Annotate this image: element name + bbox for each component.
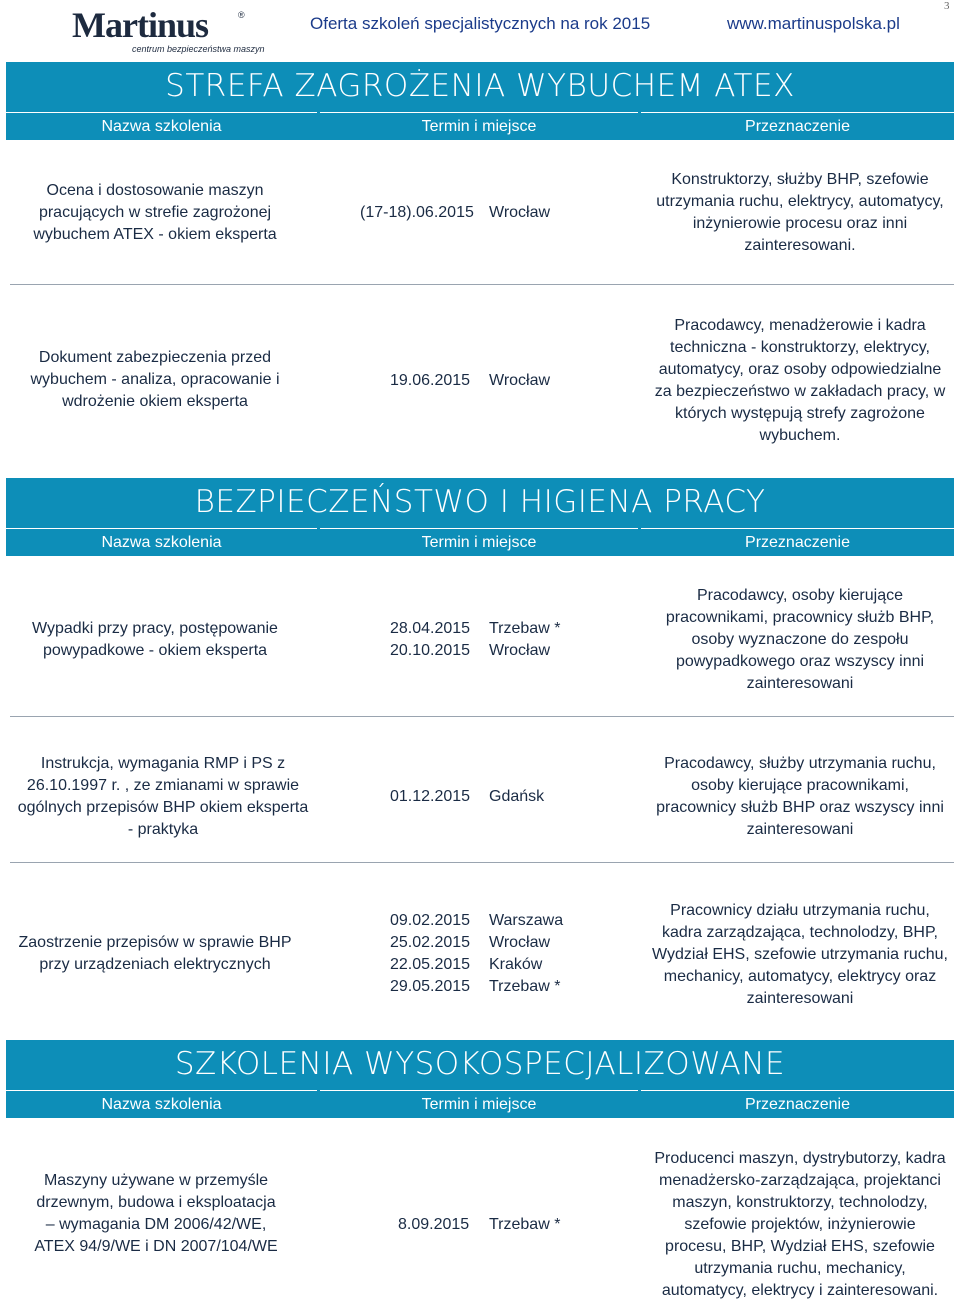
- training-dates: 19.06.2015: [390, 372, 471, 389]
- page-header: [0, 0, 960, 56]
- section-atex: [6, 62, 954, 140]
- training-dates: 8.09.2015: [398, 1216, 470, 1233]
- column-header-name: Nazwa szkolenia: [6, 1090, 317, 1119]
- column-header-purpose: Przeznaczenie: [641, 112, 954, 141]
- row-divider: [10, 716, 954, 717]
- column-header-name: Nazwa szkolenia: [6, 528, 317, 557]
- row-divider: [10, 862, 954, 863]
- column-header-name: Nazwa szkolenia: [6, 112, 317, 141]
- training-dates: 01.12.2015: [390, 788, 471, 805]
- training-purpose: Pracodawcy, osoby kierujące pracownikami, pracownicy służb BHP, osoby wyznaczone do zespołu powypadkowego oraz wszyscy inni zainteresowani: [665, 587, 935, 692]
- section-title: BEZPIECZEŃSTWO I HIGIENA PRACY: [194, 484, 766, 520]
- table-row: [10, 300, 954, 460]
- table-row: [10, 556, 954, 706]
- training-name: Zaostrzenie przepisów w sprawie BHP przy urządzeniach elektrycznych: [18, 934, 292, 973]
- training-name: Ocena i dostosowanie maszyn pracujących w strefie zagrożonej wybuchem ATEX - okiem eksperta: [33, 182, 277, 243]
- training-places: Trzebaw * Wrocław: [489, 620, 561, 659]
- training-dates: 09.02.2015 25.02.2015 22.05.2015 29.05.2015: [390, 912, 471, 995]
- registered-mark: ®: [238, 10, 245, 20]
- website-link[interactable]: www.martinuspolska.pl: [727, 14, 900, 33]
- column-header-row: [6, 1090, 954, 1118]
- column-header-row: [6, 112, 954, 140]
- training-name: Dokument zabezpieczenia przed wybuchem - analiza, opracowanie i wdrożenie okiem eksperta: [30, 349, 280, 410]
- training-name: Wypadki przy pracy, postępowanie powypadkowe - okiem eksperta: [32, 620, 278, 659]
- logo-wordmark: Martinus: [72, 5, 208, 45]
- table-row: [10, 140, 954, 270]
- section-bhp: [6, 478, 954, 556]
- training-places: Warszawa Wrocław Kraków Trzebaw *: [489, 912, 564, 995]
- table-row: [10, 730, 954, 860]
- section-title: SZKOLENIA WYSOKOSPECJALIZOWANE: [174, 1046, 786, 1082]
- training-places: Trzebaw *: [489, 1216, 561, 1233]
- table-row: [10, 1118, 954, 1301]
- section-title: STREFA ZAGROŻENIA WYBUCHEM ATEX: [165, 68, 795, 104]
- training-places: Wrocław: [489, 372, 551, 389]
- row-divider: [10, 284, 954, 285]
- logo-tagline: centrum bezpieczeństwa maszyn: [132, 44, 265, 54]
- training-dates: (17-18).06.2015: [360, 204, 474, 221]
- page-number: 3: [944, 0, 950, 12]
- section-specialized: [6, 1040, 954, 1118]
- martinus-logo[interactable]: [72, 5, 265, 54]
- column-header-term: Termin i miejsce: [320, 112, 638, 141]
- column-header-purpose: Przeznaczenie: [641, 528, 954, 557]
- training-name: Instrukcja, wymagania RMP i PS z 26.10.1997 r. , ze zmianami w sprawie ogólnych przepisów BHP okiem eksperta - praktyka: [17, 755, 309, 838]
- training-purpose: Pracodawcy, służby utrzymania ruchu, osoby kierujące pracownikami, pracownicy służb BHP oraz wszyscy inni zainteresowani: [656, 755, 944, 838]
- column-header-term: Termin i miejsce: [320, 1090, 638, 1119]
- column-header-row: [6, 528, 954, 556]
- training-purpose: Pracodawcy, menadżerowie i kadra techniczna - konstruktorzy, elektrycy, automatycy, oraz osoby odpowiedzialne za bezpieczeństwo w zakładach pracy, w których występują strefy zagrożone wybuchem.: [654, 317, 946, 444]
- training-places: Wrocław: [489, 204, 551, 221]
- document-title: Oferta szkoleń specjalistycznych na rok 2015: [310, 14, 651, 33]
- training-purpose: Konstruktorzy, służby BHP, szefowie utrzymania ruchu, elektrycy, automatycy, inżynierowie procesu oraz inni zainteresowani.: [656, 171, 944, 254]
- training-dates: 28.04.2015 20.10.2015: [390, 620, 471, 659]
- training-purpose: Producenci maszyn, dystrybutorzy, kadra menadżersko-zarządzająca, projektanci maszyn, konstruktorzy, technolodzy, szefowie projektów, inżynierowie procesu, BHP, Wydział EHS, szefowie utrzymania ruchu, mechanicy, automatycy, elektrycy i zainteresowani.: [654, 1150, 946, 1299]
- column-header-purpose: Przeznaczenie: [641, 1090, 954, 1119]
- training-purpose: Pracownicy działu utrzymania ruchu, kadra zarządzająca, technolodzy, BHP, Wydział EHS, szefowie utrzymania ruchu, mechanicy, automatycy, elektrycy oraz zainteresowani: [652, 902, 948, 1007]
- column-header-term: Termin i miejsce: [320, 528, 638, 557]
- table-row: [10, 880, 954, 1030]
- training-name: Maszyny używane w przemyśle drzewnym, budowa i eksploatacja – wymagania DM 2006/42/WE, ATEX 94/9/WE i DN 2007/104/WE: [34, 1172, 278, 1255]
- training-places: Gdańsk: [489, 788, 545, 805]
